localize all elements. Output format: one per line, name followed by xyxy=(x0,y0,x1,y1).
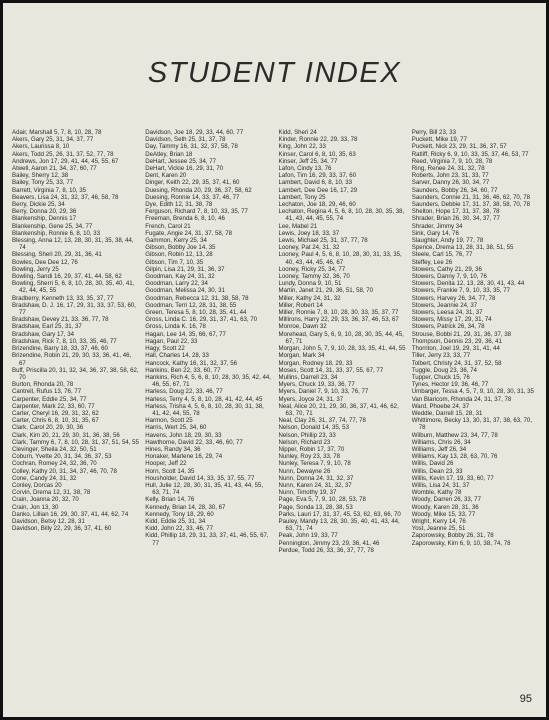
index-entry: Sink, Gary 14, 76 xyxy=(411,229,459,237)
index-entry: Looney, Ricky 25, 34, 77 xyxy=(278,265,346,273)
index-entry: Wright, Kerry 14, 76 xyxy=(411,517,466,525)
index-entry: Nipper, Robin 17, 37, 70 xyxy=(278,445,345,453)
index-entry: Hankins, Ben 22, 33, 60, 77 xyxy=(145,366,221,374)
index-entry: Miller, Kathy 24, 31, 32 xyxy=(278,294,341,302)
index-entry: Ratliff, Ricky 6, 9, 10, 33, 35, 37, 46, 53, 77 xyxy=(411,150,529,158)
index-entry: Kidd, Sheri 24 xyxy=(278,129,317,136)
index-entry: Brizendine, Robin 21, 29, 30, 33, 36, 41, 46, 67 xyxy=(12,352,132,367)
index-entry: Nunn, Timothy 19, 37 xyxy=(278,489,337,497)
index-entry: Myers, Daniel 7, 9, 10, 33, 76, 77 xyxy=(278,388,369,396)
index-entry: Peak, John 19, 33, 77 xyxy=(278,532,338,540)
index-entry: Gilpin, Lisa 21, 29, 31, 36, 37 xyxy=(145,265,225,273)
index-entry: Hagan, Lee 14, 35, 66, 67, 77 xyxy=(145,330,226,338)
index-entry: Davidson, Betsy 12, 28, 31 xyxy=(12,517,85,525)
index-entry: Stowers, Denita 12, 13, 28, 30, 41, 43, 44 xyxy=(411,280,525,288)
index-entry: Stowers, Danny 7, 9, 10, 76 xyxy=(411,273,487,281)
index-entry: Lambert, Dee Dee 16, 17, 29 xyxy=(278,186,358,194)
index-entry: Gibson, Tim 7, 10, 35 xyxy=(145,258,204,266)
index-entry: Brizendine, Barry 18, 33, 37, 46, 60 xyxy=(12,345,108,353)
index-entry: Hines, Randy 34, 36 xyxy=(145,445,201,453)
index-entry: Beavers, Lisa 24, 31, 32, 37, 46, 58, 78 xyxy=(12,193,119,201)
index-entry: Hooper, Jeff 22 xyxy=(145,460,187,468)
index-entry: Goodman, Terri 12, 28, 31, 38, 55 xyxy=(145,301,237,309)
index-entry: Slaughter, Andy 19, 77, 78 xyxy=(411,237,484,245)
index-entry: Williams, Jeff 26, 34 xyxy=(411,445,467,453)
index-entry: Stowers, Cathy 21, 29, 36 xyxy=(411,265,482,273)
index-entry: Berry, Dickie 25, 34 xyxy=(12,201,65,209)
index-entry: Zaporowsky, Kim 6, 9, 10, 38, 74, 78 xyxy=(411,539,511,547)
index-entry: Wilburn, Matthew 23, 34, 77, 78 xyxy=(411,431,498,439)
index-entry: Miller, Robert 14 xyxy=(278,301,323,309)
index-entry: Myers, Joyce 24, 31, 37 xyxy=(278,395,344,403)
index-entry: Nunley, Teresa 7, 9, 10, 78 xyxy=(278,460,351,468)
index-entry: Bailey, Tony 25, 33, 77 xyxy=(12,179,74,187)
index-entry: Williams, Chris 26, 34 xyxy=(411,438,471,446)
index-entry: Monroe, Dawn 32 xyxy=(278,323,327,331)
page-title: STUDENT INDEX xyxy=(147,57,402,89)
index-entry: Carpenter, Mark 22, 33, 60, 77 xyxy=(12,402,95,410)
index-entry: Gibson, Robin 12, 13, 28 xyxy=(145,251,213,259)
index-entry: Blankenship, Ronnie 6, 8, 10, 33 xyxy=(12,229,101,237)
index-entry: Miller, Ronnie 7, 8, 10, 28, 30, 33, 35, 37, 77 xyxy=(278,309,399,317)
index-entry: Lechaton, Joe 18, 29, 46, 60 xyxy=(278,201,356,209)
index-entry: Harmon, Scott 25 xyxy=(145,417,193,425)
index-entry: Adair, Marshall 5, 7, 8, 10, 28, 78 xyxy=(12,129,102,136)
index-entry: Womble, Kathy 78 xyxy=(411,489,462,497)
index-entry: Neal, Clay 26, 31, 37, 74, 77, 78 xyxy=(278,417,366,425)
index-entry: Cantrell, Rufus 13, 76, 77 xyxy=(12,388,82,396)
index-entry: Thornton, Joel 19, 29, 31, 41, 44 xyxy=(411,345,500,353)
index-entry: Davidson, Seth 25, 31, 37, 78 xyxy=(145,136,226,144)
index-entry: Stowers, Jeannie 24, 37 xyxy=(411,301,478,309)
index-entry: Bradshaw, Gary 17, 34 xyxy=(12,330,74,338)
index-entry: Carter, Chris 6, 8, 10, 31, 35, 67 xyxy=(12,417,99,425)
index-entry: Clevinger, Sheila 24, 32, 50, 51 xyxy=(12,445,97,453)
index-entry: Lundy, Donna 9, 10, 51 xyxy=(278,280,342,288)
index-entry: Burton, Rhonda 20, 78 xyxy=(12,381,74,389)
index-entry: Nunn, Dewayne 26 xyxy=(278,467,331,475)
index-entry: Bradshaw, Earl 25, 31, 37 xyxy=(12,323,82,331)
index-entry: Bradberry, Kenneth 13, 33, 35, 37, 77 xyxy=(12,294,114,302)
index-entry: Thompson, Dennis 23, 29, 36, 41 xyxy=(411,337,502,345)
index-entry: Nunn, Karen 24, 31, 32, 37 xyxy=(278,481,352,489)
index-entry: Lee, Mabel 21 xyxy=(278,222,318,230)
index-entry: Fugate, Angie 24, 31, 37, 58, 78 xyxy=(145,229,232,237)
index-column-1 xyxy=(12,129,139,709)
index-entry: Lambert, David 6, 8, 10, 33 xyxy=(278,179,353,187)
index-entry: Hancock, Kathy 16, 31, 32, 37, 56 xyxy=(145,359,238,367)
index-entry: Cone, Candy 24, 31, 32 xyxy=(12,474,77,482)
index-entry: Nelson, Donald 14, 35, 53 xyxy=(278,424,349,432)
index-entry: Reed, Virginia 7, 9, 10, 28, 78 xyxy=(411,157,493,165)
index-entry: Blankenship, Gene 25, 34, 77 xyxy=(12,222,93,230)
index-entry: Perry, Bill 23, 33 xyxy=(411,129,457,136)
index-entry: Saunders, Debbie 17, 31, 37, 38, 58, 70, 78 xyxy=(411,201,530,209)
index-columns xyxy=(12,129,539,709)
index-entry: Hall, Charles 14, 28, 33 xyxy=(145,352,209,360)
index-column-3 xyxy=(279,129,406,709)
index-entry: Bradshaw, Rick 7, 8, 10, 33, 35, 46, 77 xyxy=(12,337,117,345)
index-entry: Bowling, Jerry 25 xyxy=(12,265,59,273)
index-entry: DeAtley, Brian 18 xyxy=(145,150,193,158)
index-entry: Kidd, Eddie 25, 31, 34 xyxy=(145,517,206,525)
index-entry: Stowers, Leesa 24, 31, 37 xyxy=(411,309,483,317)
index-entry: Lafon, Tim 16, 29, 33, 37, 60 xyxy=(278,172,357,180)
index-entry: Havens, John 18, 29, 30, 33 xyxy=(145,431,222,439)
index-entry: Goodman, Melissa 24, 30, 31 xyxy=(145,287,225,295)
index-entry: Kennedy, Tony 18, 29, 60 xyxy=(145,510,214,518)
index-entry: Lechaton, Regina 4, 5, 6, 8, 10, 28, 30, 35, 38, 41, 43, 44, 45, 55, 74 xyxy=(278,208,405,223)
index-entry: Stowers, Harvey 26, 34, 77, 78 xyxy=(411,294,496,302)
index-entry: Duesing, Ronnie 14, 33, 37, 46, 77 xyxy=(145,193,240,201)
index-entry: Spence, Drema 13, 28, 31, 38, 51, 55 xyxy=(411,244,514,252)
index-entry: Davidson, Joe 18, 29, 33, 44, 60, 77 xyxy=(145,129,244,136)
index-entry: Willis, David 26 xyxy=(411,460,454,468)
index-entry: Kinder, Ronnie 22, 29, 33, 78 xyxy=(278,136,358,144)
index-entry: Puckett, Mike 19, 77 xyxy=(411,136,467,144)
index-entry: Van Blaricom, Rhonda 24, 31, 37, 78 xyxy=(411,395,512,403)
index-entry: DeHart, Jessee 25, 34, 77 xyxy=(145,157,217,165)
index-entry: Goodman, Larry 22, 34 xyxy=(145,280,208,288)
index-entry: Pennington, Jimmy 23, 29, 36, 41, 46 xyxy=(278,539,380,547)
index-entry: Housholder, David 14, 33, 35, 37, 55, 77 xyxy=(145,474,255,482)
index-entry: Nunley, Roy 23, 33, 78 xyxy=(278,453,341,461)
index-entry: Strouse, Bobbi 21, 29, 31, 36, 37, 38 xyxy=(411,330,512,338)
index-entry: Dinger, Keith 22, 29, 35, 37, 41, 60 xyxy=(145,179,240,187)
index-entry: Harris, Wert 25, 34, 60 xyxy=(145,424,207,432)
index-entry: Gibson, Bobby Joe 14, 35 xyxy=(145,244,216,252)
index-entry: Willis, Kevin 17, 19, 33, 60, 77 xyxy=(411,474,494,482)
index-entry: Bowling, Sandi 16, 29, 37, 41, 44, 58, 62 xyxy=(12,273,122,281)
index-entry: Barrett, Virginia 7, 8, 10, 35 xyxy=(12,186,87,194)
index-entry: Lambert, Tony 25 xyxy=(278,193,326,201)
index-entry: Goodman, Kay 24, 31, 32 xyxy=(145,273,215,281)
index-entry: Yost, Jeanne 25, 51 xyxy=(411,525,466,533)
index-entry: Willis, Dean 23, 33 xyxy=(411,467,463,475)
index-entry: Tiller, Jerry 23, 33, 77 xyxy=(411,352,471,360)
index-entry: Hagy, Scott 22 xyxy=(145,345,185,353)
index-entry: Hawthorne, David 22, 33, 46, 60, 77 xyxy=(145,438,243,446)
index-entry: Conley, Dorcas 20 xyxy=(12,481,62,489)
index-entry: Willis, Lisa 24, 31, 37 xyxy=(411,481,470,489)
index-entry: Duesing, Rhonda 20, 29, 36, 37, 58, 62 xyxy=(145,186,252,194)
index-entry: Umbarger, Tessa 4, 5, 7, 9, 10, 28, 30, 31, 35 xyxy=(411,388,534,396)
index-entry: Stowers, Frankie 7, 9, 10, 33, 35, 77 xyxy=(411,287,510,295)
index-entry: Bradshaw, Devey 21, 33, 36, 77, 78 xyxy=(12,316,109,324)
index-entry: Morgan, Mark 34 xyxy=(278,352,325,360)
index-entry: Honaker, Marlene 16, 29, 74 xyxy=(145,453,223,461)
index-entry: Bowles, Dee Dee 12, 76 xyxy=(12,258,78,266)
index-entry: Dent, Karen 20 xyxy=(145,172,187,180)
page-number: 95 xyxy=(519,693,532,705)
index-entry: Hull, Julie 12, 28, 30, 31, 35, 41, 43, 44, 55, 63, 71, 74 xyxy=(145,481,264,497)
index-entry: Kinser, Carol 6, 8, 10, 35, 63 xyxy=(278,150,356,158)
index-entry: Steele, Carl 15, 76, 77 xyxy=(411,251,473,259)
index-entry: Lewis, Michael 25, 31, 37, 77, 78 xyxy=(278,237,368,245)
index-entry: Tolbert, Christy 24, 31, 37, 52, 58 xyxy=(411,359,502,367)
index-entry: Kidd, Phillip 18, 29, 31, 33, 37, 41, 46, 55, 67, 77 xyxy=(145,532,269,547)
index-entry: Carter, Cheryl 16, 29, 31, 32, 62 xyxy=(12,409,99,417)
index-entry: Harless, Terry 4, 5, 8, 10, 28, 41, 42, 44, 45 xyxy=(145,395,263,403)
index-entry: Akers, Gary 25, 31, 34, 37, 77 xyxy=(12,136,94,144)
index-entry: French, Carol 21 xyxy=(145,222,191,230)
index-entry: Ferguson, Richard 7, 8, 10, 33, 35, 77 xyxy=(145,208,248,216)
index-entry: Myers, Chuck 19, 33, 36, 77 xyxy=(278,381,355,389)
index-entry: Crain, Jon 13, 30 xyxy=(12,503,59,511)
index-entry: Woody, Darren 26, 33, 77 xyxy=(411,496,481,504)
index-entry: Shrader, Jimmy 34 xyxy=(411,222,463,230)
index-entry: Gammon, Kerry 25, 34 xyxy=(145,237,207,245)
index-entry: Lewis, Joey 18, 33, 37 xyxy=(278,229,340,237)
index-entry: Horn, Scott 14, 35 xyxy=(145,467,195,475)
index-entry: Bailey, Sherry 12, 38 xyxy=(12,172,69,180)
index-entry: Perdue, Todd 26, 33, 36, 37, 77, 78 xyxy=(278,546,374,554)
index-entry: Green, Teresa 5, 8, 10, 28, 35, 41, 44 xyxy=(145,309,247,317)
index-entry: Ward, Phoebe 24, 37 xyxy=(411,402,470,410)
index-entry: Stowers, Patrick 26, 34, 78 xyxy=(411,323,485,331)
index-entry: Weddle, Darrell 15, 28, 31 xyxy=(411,409,483,417)
index-entry: Saunders, Connie 21, 31, 36, 46, 62, 70, 78 xyxy=(411,193,530,201)
index-entry: Looney, Paul 4, 5, 6, 8, 10, 28, 30, 31, 33, 35, 40, 43, 44, 45, 46, 67 xyxy=(278,251,402,266)
index-entry: Morehead, Gary 5, 6, 9, 10, 28, 30, 35, 44, 45, 67, 71 xyxy=(278,330,404,345)
index-entry: DeHart, Vickie 16, 29, 31, 70 xyxy=(145,165,224,173)
index-entry: Nelson, Richard 23 xyxy=(278,438,331,446)
index-entry: Cochran, Romey 24, 32, 36, 70 xyxy=(12,460,97,468)
index-entry: Millirons, Harry 22, 29, 33, 36, 37, 46, 53, 67 xyxy=(278,316,399,324)
index-entry: Hankins, Rich 4, 5, 6, 8, 10, 28, 30, 35, 42, 44, 46, 55, 67, 71 xyxy=(145,373,271,389)
index-entry: Shelton, Hope 17, 31, 37, 38, 78 xyxy=(411,208,500,216)
index-entry: Kinser, Jeff 25, 34, 77 xyxy=(278,157,338,165)
index-entry: Tupper, Chuck 15, 76 xyxy=(411,373,470,381)
index-entry: Tynes, Hector 19, 36, 46, 77 xyxy=(411,381,489,389)
index-entry: Akers, Laurissa 8, 10 xyxy=(12,143,70,151)
index-entry: Zaporowsky, Bobby 26, 31, 78 xyxy=(411,532,494,540)
index-entry: Lafon, Cindy 13, 76 xyxy=(278,165,332,173)
index-entry: Looney, Pat 24, 31, 32 xyxy=(278,244,340,252)
index-entry: Blessing, Sheri 20, 29, 31, 36, 41 xyxy=(12,251,102,259)
index-entry: Atwell, Aaron 21, 34, 37, 60, 77 xyxy=(12,165,97,173)
index-entry: Sarver, Danny 26, 30, 34, 77 xyxy=(411,179,490,187)
index-entry: Dye, Edith 12, 31, 38, 78 xyxy=(145,201,213,209)
index-entry: King, John 22, 33 xyxy=(278,143,326,151)
index-entry: Pauley, Mandy 13, 28, 30, 35, 40, 41, 43, 44, 63, 71, 74 xyxy=(278,517,400,533)
index-entry: Roberts, John 23, 31, 33, 77 xyxy=(411,172,489,180)
index-column-4 xyxy=(412,129,539,709)
index-entry: Kidd, John 22, 33, 46, 77 xyxy=(145,525,214,533)
index-entry: Bowling, Sherri 5, 6, 8, 10, 28, 30, 35, 40, 41, 42, 44, 45, 55 xyxy=(12,280,135,295)
index-entry: Hagan, Paul 22, 33 xyxy=(145,337,198,345)
index-entry: Coburn, Yvette 20, 31, 34, 36, 37, 53 xyxy=(12,453,112,461)
index-entry: Nunn, Donna 24, 31, 32, 37 xyxy=(278,474,354,482)
index-entry: Buff, Priscilla 20, 31, 32, 34, 36, 37, 38, 58, 62, 70 xyxy=(12,366,139,381)
index-entry: Nelson, Phillip 23, 33 xyxy=(278,431,336,439)
index-entry: Stowers, Missy 17, 29, 31, 74 xyxy=(411,316,492,324)
index-entry: Moses, Scott 14, 31, 33, 37, 55, 67, 77 xyxy=(278,366,384,374)
index-entry: Blessing, Anna 12, 13, 28, 30, 31, 35, 38, 44, 74 xyxy=(12,237,134,252)
index-entry: Day, Tammy 16, 31, 32, 37, 58, 78 xyxy=(145,143,238,151)
index-entry: Puckett, Nick 23, 29, 31, 36, 37, 57 xyxy=(411,143,507,151)
index-entry: Martin, Janet 21, 29, 36, 51, 58, 70 xyxy=(278,287,374,295)
index-entry: Clark, Tammy 6, 7, 8, 10, 28, 31, 37, 51, 54, 55 xyxy=(12,438,139,446)
index-entry: Clark, Carol 20, 29, 30, 36 xyxy=(12,424,84,432)
index-entry: Whittimore, Becky 13, 30, 31, 37, 38, 63, 70, 78 xyxy=(411,417,532,432)
index-entry: Goodman, Rebecca 12, 31, 38, 58, 78 xyxy=(145,294,249,302)
index-entry: Gross, Linda C. 16, 29, 31, 37, 41, 63, 70 xyxy=(145,316,258,324)
index-entry: Freeman, Brenda 6, 8, 10, 46 xyxy=(145,215,225,223)
index-entry: Danko, Lillian 16, 29, 30, 37, 41, 44, 62, 74 xyxy=(12,510,129,518)
index-entry: Page, Eva 5, 7, 9, 10, 28, 53, 78 xyxy=(278,496,366,504)
index-entry: Steffey, Lee 26 xyxy=(411,258,453,266)
index-entry: Colley, Kathy 20, 31, 34, 37, 46, 70, 78 xyxy=(12,467,117,475)
index-entry: Looney, Tammy 32, 36, 70 xyxy=(278,273,350,281)
index-entry: Harless, Doug 22, 33, 46, 77 xyxy=(145,388,223,396)
index-entry: Shrader, Brian 26, 30, 34, 37, 77 xyxy=(411,215,500,223)
index-entry: Akers, Todd 25, 26, 31, 37, 52, 77, 78 xyxy=(12,150,114,158)
index-entry: Crain, Joanna 20, 32, 70 xyxy=(12,496,79,504)
index-entry: Corvin, Drema 12, 31, 38, 78 xyxy=(12,489,91,497)
index-entry: Morgan, Rodney 18, 29, 33 xyxy=(278,359,353,367)
index-entry: Williams, Kay 13, 28, 63, 70, 76 xyxy=(411,453,498,461)
index-entry: Woody, Karen 28, 31, 36 xyxy=(411,503,479,511)
index-entry: Page, Sonda 13, 28, 38, 53 xyxy=(278,503,353,511)
index-entry: Ring, Renee 24, 31, 32, 78 xyxy=(411,165,485,173)
index-entry: Berry, Donna 20, 29, 36 xyxy=(12,208,77,216)
index-column-2 xyxy=(145,129,272,709)
index-entry: Harless, Trisha 4, 5, 6, 8, 10, 28, 30, 31, 38, 41, 42, 44, 55, 78 xyxy=(145,402,264,417)
index-entry: Saunders, Bobby 26, 34, 60, 77 xyxy=(411,186,498,194)
index-entry: Mullins, Darrell 23, 34 xyxy=(278,373,338,381)
index-entry: Gross, Linda K. 16, 78 xyxy=(145,323,206,331)
index-entry: Kelly, Brian 14, 76 xyxy=(145,496,195,504)
index-entry: Clark, Kim 20, 21, 29, 30, 31, 36, 38, 56 xyxy=(12,431,120,439)
index-entry: Andrews, Jon 17, 29, 41, 44, 45, 55, 67 xyxy=(12,157,119,165)
index-entry: Morgan, John 5, 7, 9, 10, 28, 33, 35, 41, 44, 55 xyxy=(278,345,406,353)
index-entry: Bradshaw, D. J. 16, 17, 29, 31, 33, 37, 53, 60, 77 xyxy=(12,301,136,317)
index-entry: Kennedy, Brian 14, 28, 30, 67 xyxy=(145,503,226,511)
index-entry: Davidson, Billy 22, 29, 36, 37, 41, 60 xyxy=(12,525,112,533)
index-entry: Parks, Lauri 17, 31, 37, 45, 53, 62, 63, 66, 70 xyxy=(278,510,401,518)
index-entry: Woody, Mike 15, 33, 77 xyxy=(411,510,476,518)
index-entry: Carpenter, Eddie 25, 34, 77 xyxy=(12,395,87,403)
index-entry: Neal, Alice 20, 21, 29, 30, 36, 37, 41, 46, 62, 63, 70, 71 xyxy=(278,402,399,417)
index-entry: Tuggle, Doug 23, 36, 74 xyxy=(411,366,477,374)
index-entry: Blankenship, Dennis 17 xyxy=(12,215,77,223)
